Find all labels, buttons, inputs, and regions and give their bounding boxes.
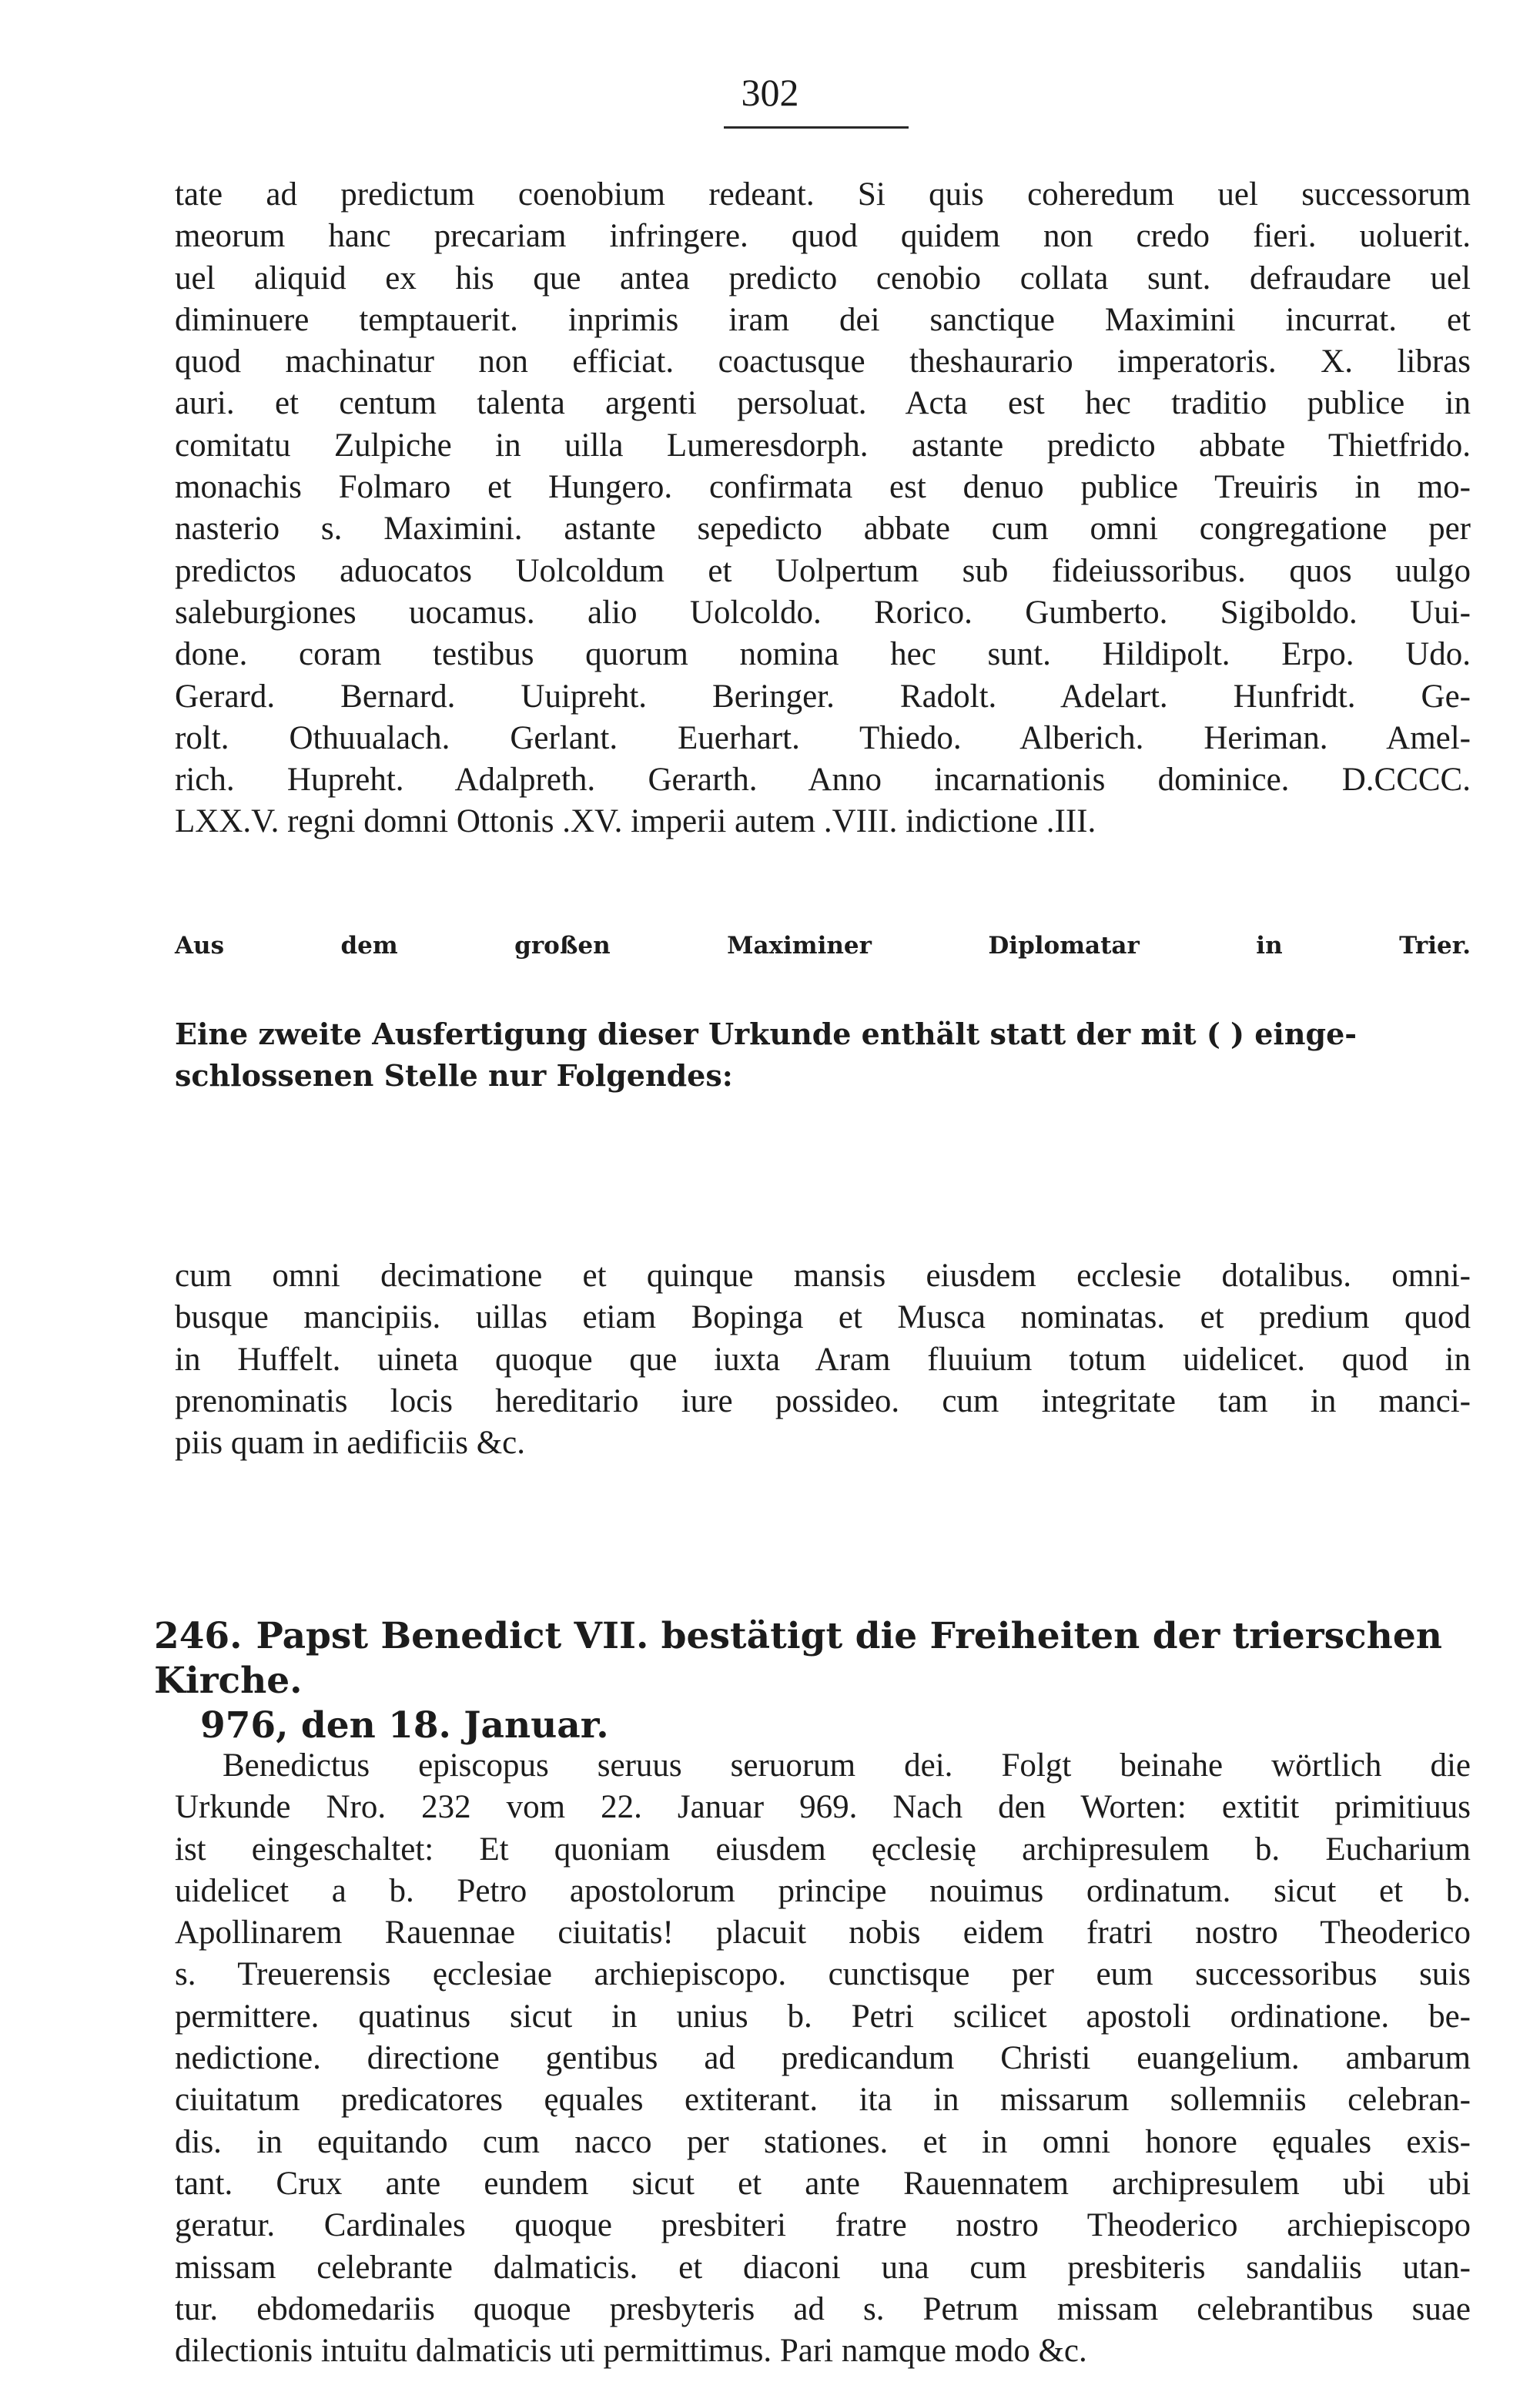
text-line: nasterio s. Maximini. astante sepedicto abbate cum omni congregatione per bbox=[175, 511, 1471, 548]
entry-number: 246. bbox=[154, 1615, 243, 1657]
text-line: diminuere temptauerit. inprimis iram dei sanctique Maximini incurrat. et bbox=[175, 301, 1471, 338]
text-line: piis quam in aedificiis &c. bbox=[175, 1425, 525, 1462]
text-line: rich. Hupreht. Adalpreth. Gerarth. Anno incarnationis dominice. D.CCCC. bbox=[175, 762, 1471, 799]
text-line: busque mancipiis. uillas etiam Bopinga et Musca nominatas. et predium quod bbox=[175, 1299, 1471, 1336]
text-line: s. Treuerensis ęcclesiae archiepiscopo. cunctisque per eum successoribus suis bbox=[175, 1956, 1471, 1993]
text-line: dilectionis intuitu dalmaticis uti permittimus. Pari namque modo &c. bbox=[175, 2333, 1087, 2370]
text-line: schlossenen Stelle nur Folgendes: bbox=[175, 1058, 733, 1093]
text-line: missam celebrante dalmaticis. et diaconi una cum presbiteris sandaliis utan- bbox=[175, 2249, 1471, 2286]
text-line: prenominatis locis hereditario iure possideo. cum integritate tam in manci- bbox=[175, 1382, 1471, 1419]
text-line: quod machinatur non efficiat. coactusque theshaurario imperatoris. X. libras bbox=[175, 343, 1471, 380]
entry-date: 976, den 18. Januar. bbox=[200, 1704, 609, 1747]
text-line: in Huffelt. uineta quoque que iuxta Aram fluuium totum uidelicet. quod in bbox=[175, 1341, 1471, 1378]
text-line: saleburgiones uocamus. alio Uolcoldo. Rorico. Gumberto. Sigiboldo. Uui- bbox=[175, 594, 1471, 631]
text-line: rolt. Othuualach. Gerlant. Euerhart. Thiedo. Alberich. Heriman. Amel- bbox=[175, 719, 1471, 756]
text-line: monachis Folmaro et Hungero. confirmata est denuo publice Treuiris in mo- bbox=[175, 469, 1471, 506]
header-rule bbox=[724, 126, 909, 129]
paragraph-bull-text bbox=[175, 1745, 1471, 2372]
text-line: Gerard. Bernard. Uuipreht. Beringer. Radolt. Adelart. Hunfridt. Ge- bbox=[175, 678, 1471, 715]
text-line: Urkunde Nro. 232 vom 22. Januar 969. Nach den Worten: extitit primitiuus bbox=[175, 1789, 1471, 1826]
text-line: meorum hanc precariam infringere. quod quidem non credo fieri. uoluerit. bbox=[175, 218, 1471, 255]
text-line: permittere. quatinus sicut in unius b. Petri scilicet apostoli ordinatione. be- bbox=[175, 1998, 1471, 2035]
text-line: geratur. Cardinales quoque presbiteri fratre nostro Theoderico archiepiscopo bbox=[175, 2207, 1471, 2244]
text-line: Apollinarem Rauennae ciuitatis! placuit nobis eidem fratri nostro Theoderico bbox=[175, 1915, 1471, 1951]
text-line: auri. et centum talenta argenti persoluat. Acta est hec traditio publice in bbox=[175, 385, 1471, 422]
text-line: comitatu Zulpiche in uilla Lumeresdorph. astante predicto abbate Thietfrido. bbox=[175, 427, 1471, 464]
text-line: ciuitatum predicatores ęquales extiterant. ita in missarum sollemniis celebran- bbox=[175, 2082, 1471, 2119]
text-line: Benedictus episcopus seruus seruorum dei. Folgt beinahe wörtlich die bbox=[223, 1747, 1471, 1784]
text-line: ist eingeschaltet: Et quoniam eiusdem ęcclesię archipresulem b. Eucharium bbox=[175, 1831, 1471, 1868]
entry-title: Papst Benedict VII. bestätigt die Freiheiten der trierschen Kirche. bbox=[154, 1615, 1442, 1702]
text-line: predictos aduocatos Uolcoldum et Uolpertum sub fideiussoribus. quos uulgo bbox=[175, 552, 1471, 589]
text-line: tant. Crux ante eundem sicut et ante Rauennatem archipresulem ubi ubi bbox=[175, 2165, 1471, 2202]
text-line: cum omni decimatione et quinque mansis eiusdem ecclesie dotalibus. omni- bbox=[175, 1258, 1471, 1294]
text-line: uidelicet a b. Petro apostolorum principe nouimus ordinatum. sicut et b. bbox=[175, 1872, 1471, 1909]
entry-heading bbox=[154, 1614, 1471, 1748]
text-line: Eine zweite Ausfertigung dieser Urkunde enthält statt der mit ( ) einge- bbox=[175, 1017, 1358, 1051]
text-line: tate ad predictum coenobium redeant. Si quis coheredum uel successorum bbox=[175, 176, 1471, 213]
paragraph-charter-text bbox=[175, 174, 1471, 843]
text-line: nedictione. directione gentibus ad predicandum Christi euangelium. ambarum bbox=[175, 2040, 1471, 2077]
text-line: LXX.V. regni domni Ottonis .XV. imperii autem .VIII. indictione .III. bbox=[175, 803, 1096, 840]
paragraph-variant-text bbox=[175, 1255, 1471, 1464]
text-line: done. coram testibus quorum nomina hec sunt. Hildipolt. Erpo. Udo. bbox=[175, 636, 1471, 673]
page-number: 302 bbox=[741, 71, 799, 114]
source-note: Aus dem großen Maximiner Diplomatar in Trier. bbox=[175, 932, 1471, 960]
text-line: dis. in equitando cum nacco per stationes. et in omni honore ęquales exis- bbox=[175, 2123, 1471, 2160]
variant-note bbox=[175, 1013, 1471, 1097]
text-line: tur. ebdomedariis quoque presbyteris ad s. Petrum missam celebrantibus suae bbox=[175, 2290, 1471, 2327]
text-line: uel aliquid ex his que antea predicto cenobio collata sunt. defraudare uel bbox=[175, 260, 1471, 296]
